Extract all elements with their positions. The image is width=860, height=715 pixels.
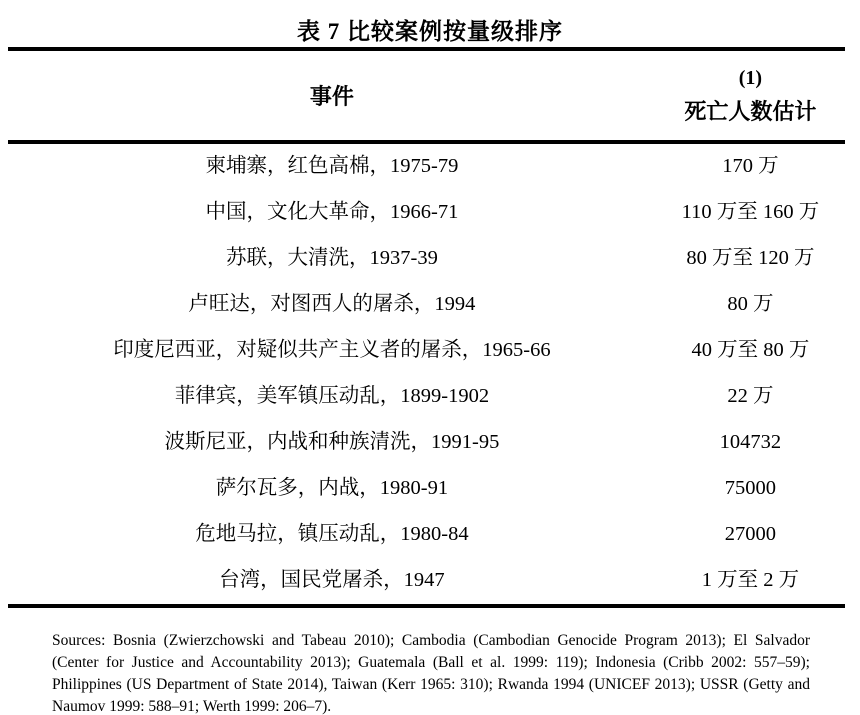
event-cell: 苏联，大清洗，1937-39 bbox=[226, 247, 438, 270]
event-cell: 台湾，国民党屠杀，1947 bbox=[219, 569, 445, 592]
table-row bbox=[8, 144, 845, 190]
comparison-table bbox=[8, 47, 845, 608]
deaths-cell: 22 万 bbox=[727, 385, 774, 408]
deaths-cell: 80 万至 120 万 bbox=[686, 247, 815, 270]
deaths-cell: 170 万 bbox=[722, 155, 779, 178]
table-row bbox=[8, 558, 845, 604]
table-row bbox=[8, 236, 845, 282]
table-body bbox=[8, 144, 845, 604]
sources-note: Sources: Bosnia (Zwierzchowski and Tabeau 2010); Cambodia (Cambodian Genocide Program 2013); El Salvador (Center for Justice and Accountability 2013); Guatemala (Ball et al. 1999: 119); Indonesia (Cribb 2002: 557–59); Philippines (US Department of State 2014), Taiwan (Kerr 1965: 310); Rwanda 1994 (UNICEF 2013); USSR (Getty and Naumov 1999: 588–91; Werth 1999: 206–7). bbox=[52, 632, 810, 715]
table-row bbox=[8, 328, 845, 374]
deaths-cell: 40 万至 80 万 bbox=[691, 339, 810, 362]
event-cell: 卢旺达，对图西人的屠杀，1994 bbox=[188, 293, 476, 316]
deaths-column-header bbox=[656, 51, 845, 140]
table-row bbox=[8, 466, 845, 512]
deaths-cell: 27000 bbox=[724, 523, 777, 546]
event-cell: 菲律宾，美军镇压动乱，1899-1902 bbox=[174, 385, 490, 408]
table-title: 表 7 比较案例按量级排序 bbox=[297, 19, 563, 44]
table-row bbox=[8, 282, 845, 328]
table-header-row bbox=[8, 51, 845, 140]
table-row bbox=[8, 374, 845, 420]
deaths-cell: 75000 bbox=[724, 477, 777, 500]
event-column-header: 事件 bbox=[309, 84, 354, 109]
column-number-label: (1) bbox=[738, 67, 763, 89]
deaths-column-label: 死亡人数估计 bbox=[684, 99, 817, 124]
event-cell: 柬埔寨，红色高棉，1975-79 bbox=[205, 155, 459, 178]
deaths-cell: 104732 bbox=[719, 431, 782, 454]
event-cell: 波斯尼亚，内战和种族清洗，1991-95 bbox=[164, 431, 500, 454]
deaths-cell: 1 万至 2 万 bbox=[701, 569, 800, 592]
deaths-cell: 110 万至 160 万 bbox=[681, 201, 820, 224]
table-row bbox=[8, 420, 845, 466]
event-cell: 危地马拉，镇压动乱，1980-84 bbox=[195, 523, 469, 546]
event-cell: 印度尼西亚，对疑似共产主义者的屠杀，1965-66 bbox=[113, 339, 551, 362]
deaths-cell: 80 万 bbox=[727, 293, 774, 316]
event-cell: 中国，文化大革命，1966-71 bbox=[205, 201, 459, 224]
bottom-rule bbox=[8, 604, 845, 608]
table-row bbox=[8, 512, 845, 558]
table-row bbox=[8, 190, 845, 236]
event-cell: 萨尔瓦多，内战，1980-91 bbox=[215, 477, 449, 500]
